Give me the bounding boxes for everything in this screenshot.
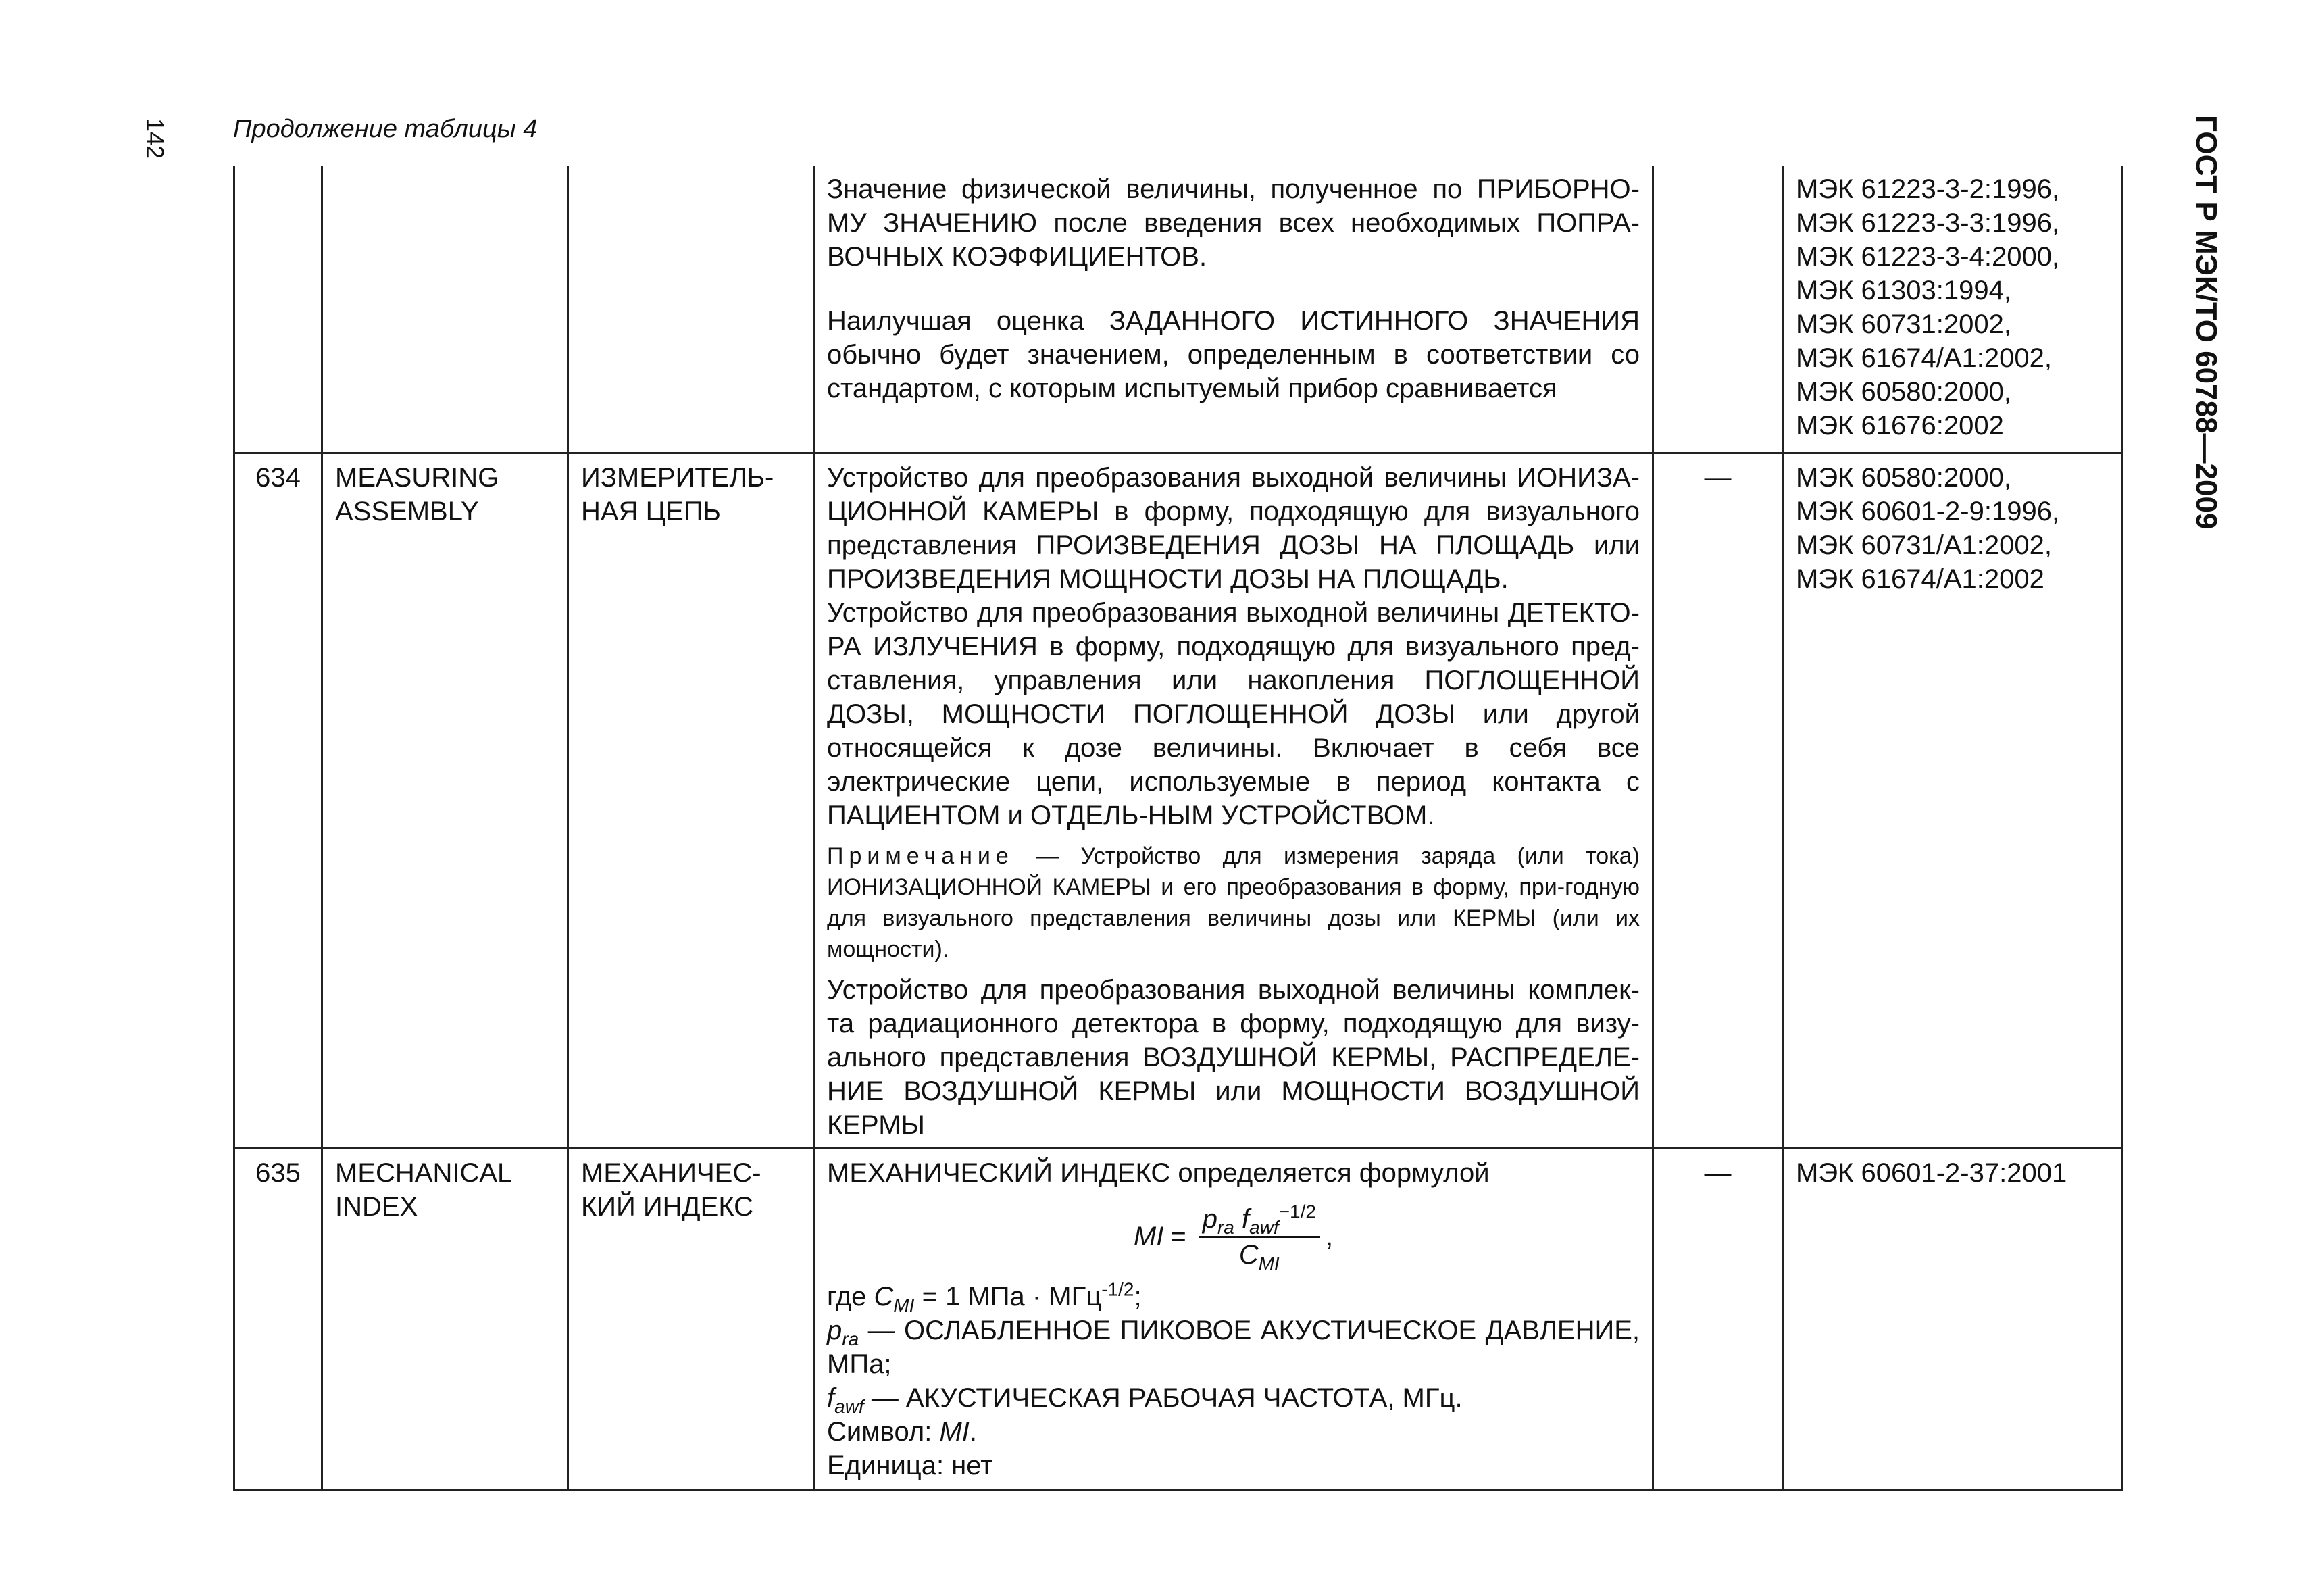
subscript-awf: awf <box>834 1395 864 1417</box>
reference-item: МЭК 61303:1994, <box>1796 276 2011 305</box>
formula-where-p <box>827 1314 1640 1381</box>
subscript-awf: awf <box>1249 1216 1279 1238</box>
table-row <box>234 453 2123 1148</box>
term-abbreviation <box>1653 166 1783 453</box>
definition-paragraph: Значение физической величины, полученное по ПРИБОРНО-МУ ЗНАЧЕНИЮ после введения всех необходимых ПОПРА-ВОЧНЫХ КОЭФФИЦИЕНТОВ. <box>827 174 1640 272</box>
term-english: MECHANICAL INDEX <box>322 1148 568 1489</box>
formula-where-f <box>827 1381 1640 1415</box>
term-definition <box>814 166 1653 453</box>
table-continuation-caption: Продолжение таблицы 4 <box>233 115 538 143</box>
term-definition <box>814 453 1653 1148</box>
reference-item: МЭК 61223-3-2:1996, <box>1796 174 2060 204</box>
term-abbreviation: — <box>1653 453 1783 1148</box>
subscript-ra: ra <box>842 1328 859 1349</box>
symbol-p: p <box>827 1315 842 1345</box>
symbol-p: p <box>1202 1203 1217 1234</box>
symbol-f: f <box>1241 1203 1250 1234</box>
term-references <box>1783 1148 2123 1489</box>
term-number: 634 <box>234 453 322 1148</box>
formula-numerator <box>1199 1202 1320 1238</box>
c-value: = 1 МПа · МГц <box>914 1281 1102 1312</box>
formula-fraction <box>1199 1202 1320 1272</box>
terms-table <box>233 166 2123 1491</box>
definition-note <box>827 841 1640 965</box>
reference-item: МЭК 60580:2000, <box>1796 462 2011 493</box>
term-english <box>322 166 568 453</box>
definition-intro: МЕХАНИЧЕСКИЙ ИНДЕКС определяется формулой <box>827 1157 1490 1188</box>
symbol-c: C <box>1238 1239 1259 1270</box>
reference-item: МЭК 60601-2-9:1996, <box>1796 496 2060 526</box>
subscript-ra: ra <box>1217 1216 1234 1238</box>
f-description: — АКУСТИЧЕСКАЯ РАБОЧАЯ ЧАСТОТА, МГц. <box>863 1382 1463 1413</box>
definition-paragraph: Устройство для преобразования выходной величины ИОНИЗА-ЦИОННОЙ КАМЕРЫ в форму, подходящую для визуального представления ПРОИЗВЕДЕНИЯ ДОЗЫ НА ПЛОЩАДЬ или ПРОИЗВЕДЕНИЯ МОЩНОСТИ ДОЗЫ НА ПЛОЩАДЬ. <box>827 462 1640 594</box>
exponent: -1/2 <box>1101 1278 1134 1300</box>
symbol-value: MI <box>939 1416 970 1447</box>
formula-where-c <box>827 1280 1640 1314</box>
definition-paragraph: Устройство для преобразования выходной величины ДЕТЕКТО-РА ИЗЛУЧЕНИЯ в форму, подходящую для визуального пред-ставления, управления или накопления ПОГЛОЩЕННОЙ ДОЗЫ, МОЩНОСТИ ПОГЛОЩЕННОЙ ДОЗЫ или другой относящейся к дозе величины. Включает в себя все электрические цепи, используемые в период контакта с ПАЦИЕНТОМ и ОТДЕЛЬ-НЫМ УСТРОЙСТВОМ. <box>827 597 1640 830</box>
c-end: ; <box>1134 1281 1142 1312</box>
symbol-label: Символ: <box>827 1416 940 1447</box>
formula-equals: = <box>1170 1222 1186 1251</box>
unit-line: Единица: нет <box>827 1450 993 1480</box>
reference-item: МЭК 61223-3-3:1996, <box>1796 208 2060 238</box>
symbol-line <box>827 1415 1640 1449</box>
term-russian: ИЗМЕРИТЕЛЬ-НАЯ ЦЕПЬ <box>568 453 814 1148</box>
reference-item: МЭК 61676:2002 <box>1796 411 2004 441</box>
symbol-c: C <box>874 1281 894 1312</box>
reference-item: МЭК 60580:2000, <box>1796 377 2011 407</box>
term-abbreviation: — <box>1653 1148 1783 1489</box>
reference-item: МЭК 60731/А1:2002, <box>1796 530 2052 560</box>
formula-comma: , <box>1325 1222 1334 1251</box>
document-title: ГОСТ Р МЭК/ТО 60788—2009 <box>2190 115 2223 530</box>
page-number: 142 <box>141 118 169 159</box>
table-row <box>234 1148 2123 1489</box>
reference-item: МЭК 61674/А1:2002, <box>1796 343 2052 373</box>
mechanical-index-formula <box>827 1202 1640 1272</box>
table-row <box>234 166 2123 453</box>
term-number: 635 <box>234 1148 322 1489</box>
term-russian: МЕХАНИЧЕС-КИЙ ИНДЕКС <box>568 1148 814 1489</box>
reference-item: МЭК 61674/А1:2002 <box>1796 564 2044 594</box>
symbol-end: . <box>969 1416 978 1447</box>
term-references <box>1783 166 2123 453</box>
subscript-mi: MI <box>1258 1252 1280 1274</box>
formula-lhs: MI <box>1133 1222 1164 1251</box>
term-definition <box>814 1148 1653 1489</box>
definition-paragraph: Устройство для преобразования выходной величины комплек-та радиационного детектора в форму, подходящую для визу-ального представления ВОЗДУШНОЙ КЕРМЫ, РАСПРЕДЕЛЕ-НИЕ ВОЗДУШНОЙ КЕРМЫ или МОЩНОСТИ ВОЗДУШНОЙ КЕРМЫ <box>827 974 1640 1140</box>
term-english: MEASURING ASSEMBLY <box>322 453 568 1148</box>
p-description: — ОСЛАБЛЕННОЕ ПИКОВОЕ АКУСТИЧЕСКОЕ ДАВЛЕНИЕ, МПа; <box>827 1315 1640 1379</box>
where-prefix: где <box>827 1281 874 1312</box>
term-russian <box>568 166 814 453</box>
reference-item: МЭК 60731:2002, <box>1796 309 2011 339</box>
term-references <box>1783 453 2123 1148</box>
reference-item: МЭК 61223-3-4:2000, <box>1796 242 2060 272</box>
note-text: — Устройство для измерения заряда (или тока) ИОНИЗАЦИОННОЙ КАМЕРЫ и его преобразования в форму, при-годную для визуального представления величины дозы или КЕРМЫ (или их мощности). <box>827 843 1640 962</box>
reference-item: МЭК 60601-2-37:2001 <box>1796 1157 2067 1188</box>
term-number <box>234 166 322 453</box>
subscript-mi: MI <box>893 1294 915 1316</box>
formula-denominator <box>1235 1238 1284 1272</box>
definition-paragraph: Наилучшая оценка ЗАДАННОГО ИСТИННОГО ЗНАЧЕНИЯ обычно будет значением, определенным в соответствии со стандартом, с которым испытуемый прибор сравнивается <box>827 306 1640 403</box>
note-label: Примечание <box>827 843 1014 869</box>
symbol-f: f <box>827 1382 835 1413</box>
exponent: −1/2 <box>1278 1201 1316 1222</box>
